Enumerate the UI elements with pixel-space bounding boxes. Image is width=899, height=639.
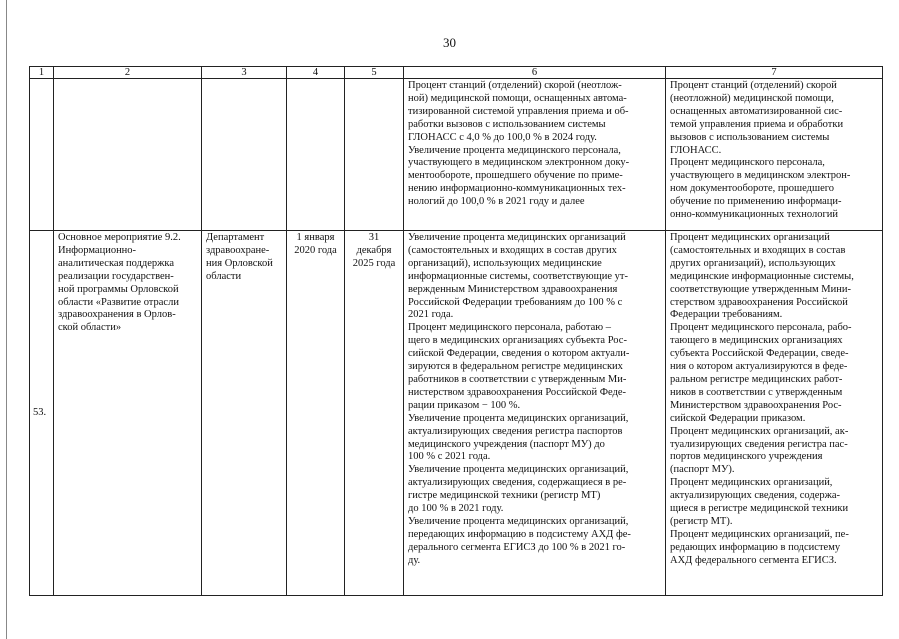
text-line: Процент медицинского персонала, рабо- bbox=[670, 322, 852, 334]
page-number: 30 bbox=[443, 35, 456, 50]
text-line: Федерации требованиям. bbox=[670, 309, 783, 321]
end-date-cell bbox=[345, 79, 404, 231]
text-line: до 100 % в 2021 году. bbox=[408, 503, 504, 515]
text-line: Процент станций (отделений) скорой bbox=[670, 80, 837, 91]
text-line: щиеся в регистре медицинской техники bbox=[670, 503, 849, 515]
text-line: Процент медицинского персонала, работаю – bbox=[408, 322, 612, 334]
indicator-cell bbox=[666, 231, 883, 596]
text-line: организаций), использующих медицинские bbox=[408, 257, 602, 269]
number-cell bbox=[30, 79, 54, 231]
text-line: декабря bbox=[356, 244, 392, 256]
text-line: ральном регистре медицинских работ- bbox=[670, 373, 843, 385]
text-line: ГЛОНАСС. bbox=[670, 144, 722, 156]
header-cell: 2 bbox=[54, 67, 202, 79]
text-line: темой управления приема и обработки bbox=[670, 118, 844, 130]
text-line: стерством здравоохранения Российской bbox=[670, 296, 848, 308]
text-line: Процент медицинских организаций bbox=[670, 232, 830, 243]
text-line: ГЛОНАСС с 4,0 % до 100,0 % в 2024 году. bbox=[408, 131, 597, 143]
text-line: сийской Федерации, сведения о котором актуали- bbox=[408, 348, 630, 360]
text-line: туализирующих сведения регистра пас- bbox=[670, 438, 848, 450]
text-line: щего в медицинских организациях субъекта Рос- bbox=[408, 335, 627, 347]
end-date-cell bbox=[345, 231, 404, 596]
text-line: соответствующие утвержденным Мини- bbox=[670, 283, 851, 295]
scan-edge-line bbox=[6, 0, 7, 639]
text-line: сийской Федерации приказом. bbox=[670, 412, 806, 424]
text-line: оснащенных автоматизированной сис- bbox=[670, 105, 843, 117]
program-table bbox=[29, 66, 883, 596]
text-line: тающего в медицинских организациях bbox=[670, 335, 843, 347]
text-line: Увеличение процента медицинского персонала, bbox=[408, 144, 621, 156]
text-line: (самостоятельных и входящих в состав bbox=[670, 244, 846, 256]
text-line: Увеличение процента медицинских организаций, bbox=[408, 412, 629, 424]
text-line: 1 января bbox=[296, 232, 335, 243]
text-line: работки вызовов с использованием системы bbox=[408, 118, 606, 130]
text-line: актуализирующих сведения, содержащиеся в ре- bbox=[408, 477, 627, 489]
header-cell: 4 bbox=[287, 67, 345, 79]
event-cell bbox=[54, 231, 202, 596]
text-line: АХД федерального сегмента ЕГИСЗ. bbox=[670, 554, 837, 566]
text-line: вызовов с использованием системы bbox=[670, 131, 830, 143]
text-line: Информационно- bbox=[58, 244, 137, 256]
text-line: ном документообороте, прошедшего bbox=[670, 183, 835, 195]
text-line: Процент медицинских организаций, ак- bbox=[670, 425, 849, 437]
text-line: реализации государствен- bbox=[58, 270, 174, 282]
text-line: зируются в федеральном регистре медицинских bbox=[408, 361, 623, 373]
text-line: ской области» bbox=[58, 322, 122, 334]
text-line: аналитическая поддержка bbox=[58, 257, 175, 269]
text-line: субъекта Российской Федерации, сведе- bbox=[670, 348, 849, 360]
text-line: Департамент bbox=[206, 232, 265, 243]
text-line: гистре медицинской техники (регистр МТ) bbox=[408, 490, 601, 502]
text-line: редающих информацию в подсистему bbox=[670, 541, 841, 553]
text-line: (паспорт МУ). bbox=[670, 464, 735, 476]
text-line: дерального сегмента ЕГИСЗ до 100 % в 2021 го- bbox=[408, 541, 626, 553]
text-line: Увеличение процента медицинских организаций, bbox=[408, 464, 629, 476]
text-line: информационные системы, соответствующие ут- bbox=[408, 270, 628, 282]
header-cell: 3 bbox=[202, 67, 287, 79]
table-row bbox=[30, 79, 883, 231]
text-line: портов медицинского учреждения bbox=[670, 451, 823, 463]
text-line: других организаций), использующих bbox=[670, 257, 836, 269]
header-cell: 6 bbox=[404, 67, 666, 79]
indicator-cell bbox=[666, 79, 883, 231]
text-line: ной программы Орловской bbox=[58, 283, 179, 295]
text-line: здравоохранения в Орлов- bbox=[58, 309, 176, 321]
text-line: ния Орловской bbox=[206, 257, 273, 269]
text-line: нологий до 100,0 % в 2021 году и далее bbox=[408, 196, 585, 208]
header-cell: 5 bbox=[345, 67, 404, 79]
expected-result-cell bbox=[404, 79, 666, 231]
text-line: ников в соответствии с утвержденным bbox=[670, 386, 843, 398]
text-line: обучение по применению информаци- bbox=[670, 196, 842, 208]
text-line: рации приказом − 100 %. bbox=[408, 399, 521, 411]
text-line: 100 % с 2021 года. bbox=[408, 451, 491, 463]
text-line: (самостоятельных и входящих в состав других bbox=[408, 244, 617, 256]
start-date-cell bbox=[287, 79, 345, 231]
text-line: тизированной системой управления приема и об- bbox=[408, 105, 629, 117]
text-line: медицинского учреждения (паспорт МУ) до bbox=[408, 438, 605, 450]
text-line: актуализирующих сведения регистра паспортов bbox=[408, 425, 623, 437]
text-line: (неотложной) медицинской помощи, bbox=[670, 92, 834, 104]
text-line: ной) медицинской помощи, оснащенных автома- bbox=[408, 92, 627, 104]
executor-cell bbox=[202, 231, 287, 596]
text-line: передающих информацию в подсистему АХД фе- bbox=[408, 528, 631, 540]
text-line: Увеличение процента медицинских организаций bbox=[408, 232, 626, 243]
text-line: области «Развитие отрасли bbox=[58, 296, 179, 308]
text-line: Российской Федерации требованиям до 100 % с bbox=[408, 296, 623, 308]
start-date-cell bbox=[287, 231, 345, 596]
text-line: актуализирующих сведения, содержа- bbox=[670, 490, 841, 502]
text-line: ду. bbox=[408, 554, 421, 566]
text-line: нистерством здравоохранения Российской Феде- bbox=[408, 386, 627, 398]
text-line: нению информационно-коммуникационных тех- bbox=[408, 183, 626, 195]
text-line: Увеличение процента медицинских организаций, bbox=[408, 515, 629, 527]
text-line: Основное мероприятие 9.2. bbox=[58, 232, 181, 243]
text-line: 2025 года bbox=[352, 257, 396, 269]
text-line: ния о котором актуализируются в феде- bbox=[670, 361, 848, 373]
text-line: медицинские информационные системы, bbox=[670, 270, 854, 282]
text-line: Процент станций (отделений) скорой (неотлож- bbox=[408, 80, 622, 91]
executor-cell bbox=[202, 79, 287, 231]
text-line: участвующего в медицинском электрон- bbox=[670, 170, 851, 182]
row-number: 53. bbox=[30, 231, 54, 596]
text-line: онно-коммуникационных технологий bbox=[670, 209, 839, 221]
text-line: Процент медицинского персонала, bbox=[670, 157, 825, 169]
text-line: Процент медицинских организаций, пе- bbox=[670, 528, 849, 540]
header-row bbox=[30, 67, 883, 79]
text-line: Министерством здравоохранения Рос- bbox=[670, 399, 842, 411]
event-cell bbox=[54, 79, 202, 231]
text-line: ментообороте, прошедшего обучение по приме- bbox=[408, 170, 623, 182]
text-line: участвующего в медицинском электронном доку- bbox=[408, 157, 630, 169]
text-line: вержденным Министерством здравоохранения bbox=[408, 283, 618, 295]
header-cell: 7 bbox=[666, 67, 883, 79]
text-line: (регистр МТ). bbox=[670, 515, 733, 527]
text-line: 2021 года. bbox=[408, 309, 454, 321]
text-line: 31 bbox=[368, 232, 380, 243]
text-line: 2020 года bbox=[294, 244, 337, 256]
header-cell: 1 bbox=[30, 67, 54, 79]
expected-result-cell bbox=[404, 231, 666, 596]
table-row bbox=[30, 231, 883, 596]
text-line: области bbox=[206, 270, 242, 282]
text-line: работников в соответствии с утвержденным Ми- bbox=[408, 373, 627, 385]
text-line: Процент медицинских организаций, bbox=[670, 477, 833, 489]
text-line: здравоохране- bbox=[206, 244, 270, 256]
